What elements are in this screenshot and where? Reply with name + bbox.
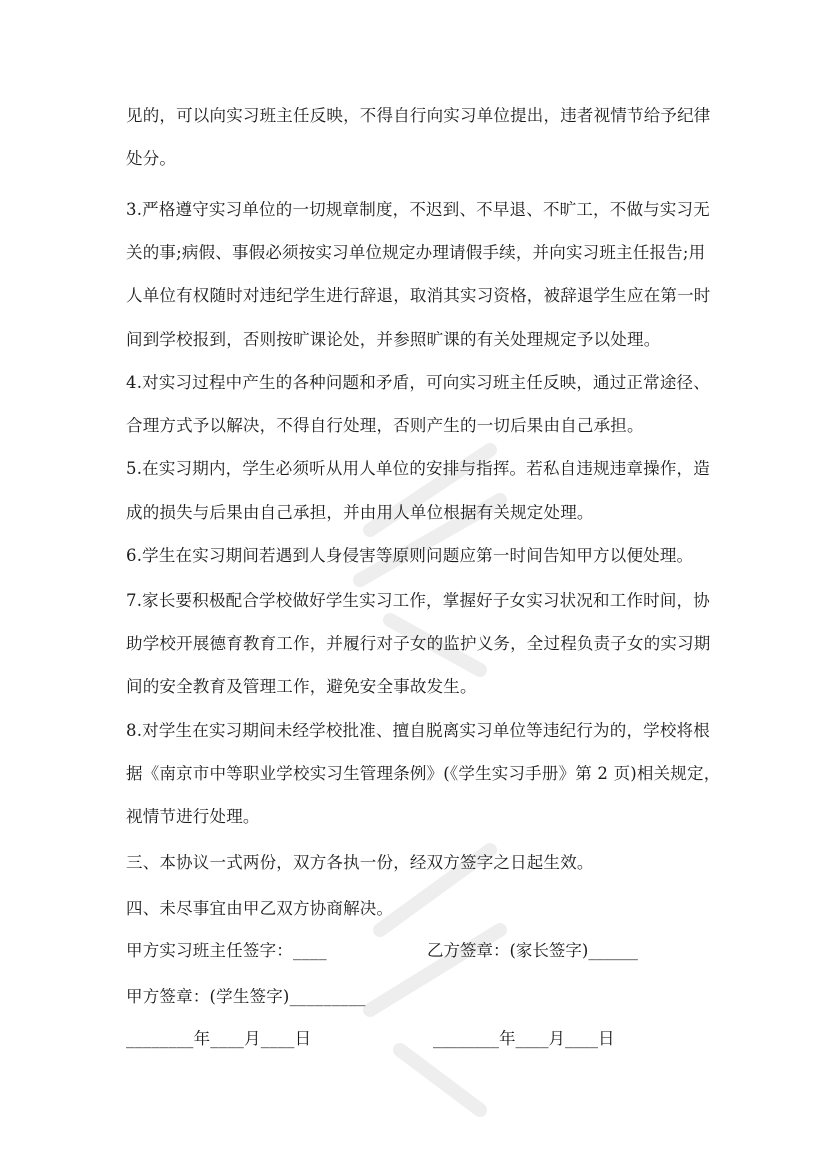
- party-a-student-signature: 甲方签章：(学生签字)_________: [126, 987, 366, 1006]
- date-left: ________年____月____日: [126, 1029, 312, 1048]
- paragraph-line: 处分。: [126, 149, 177, 168]
- paragraph-line: 视情节进行处理。: [126, 807, 260, 826]
- paragraph-line: 间到学校报到，否则按旷课论处，并参照旷课的有关处理规定予以处理。: [126, 330, 661, 349]
- paragraph-line: 三、本协议一式两份，双方各执一份，经双方签字之日起生效。: [126, 853, 594, 872]
- paragraph-line: 6.学生在实习期间若遇到人身侵害等原则问题应第一时间告知甲方以便处理。: [126, 546, 694, 565]
- paragraph-line: 8.对学生在实习期间未经学校批准、擅自脱离实习单位等违纪行为的，学校将根: [126, 721, 710, 740]
- paragraph-line: 5.在实习期内，学生必须听从用人单位的安排与指挥。若私自违规违章操作，造: [126, 459, 710, 478]
- paragraph-line: 见的，可以向实习班主任反映，不得自行向实习单位提出，违者视情节给予纪律: [126, 106, 711, 125]
- party-b-parent-signature: 乙方签章：(家长签字)______: [427, 941, 638, 960]
- paragraph-line: 四、未尽事宜由甲乙双方协商解决。: [126, 899, 394, 918]
- paragraph-line: 人单位有权随时对违纪学生进行辞退，取消其实习资格，被辞退学生应在第一时: [126, 286, 711, 305]
- paragraph-line: 据《南京市中等职业学校实习生管理条例》(《学生实习手册》第 2 页)相关规定，: [126, 764, 721, 783]
- paragraph-line: 7.家长要积极配合学校做好学生实习工作，掌握好子女实习状况和工作时间，协: [126, 591, 710, 610]
- paragraph-line: 间的安全教育及管理工作，避免安全事故发生。: [126, 677, 477, 696]
- paragraph-line: 4.对实习过程中产生的各种问题和矛盾，可向实习班主任反映，通过正常途径、: [126, 373, 710, 392]
- party-a-teacher-signature: 甲方实习班主任签字：____: [126, 941, 327, 960]
- paragraph-line: 助学校开展德育教育工作，并履行对子女的监护义务，全过程负责子女的实习期: [126, 634, 711, 653]
- paragraph-line: 成的损失与后果由自己承担，并由用人单位根据有关规定处理。: [126, 503, 594, 522]
- paragraph-line: 关的事;病假、事假必须按实习单位规定办理请假手续，并向实习班主任报告;用: [126, 243, 706, 262]
- paragraph-line: 3.严格遵守实习单位的一切规章制度，不迟到、不早退、不旷工，不做与实习无: [126, 200, 710, 219]
- paragraph-line: 合理方式予以解决，不得自行处理，否则产生的一切后果由自己承担。: [126, 416, 644, 435]
- date-right: ________年____月____日: [433, 1029, 615, 1048]
